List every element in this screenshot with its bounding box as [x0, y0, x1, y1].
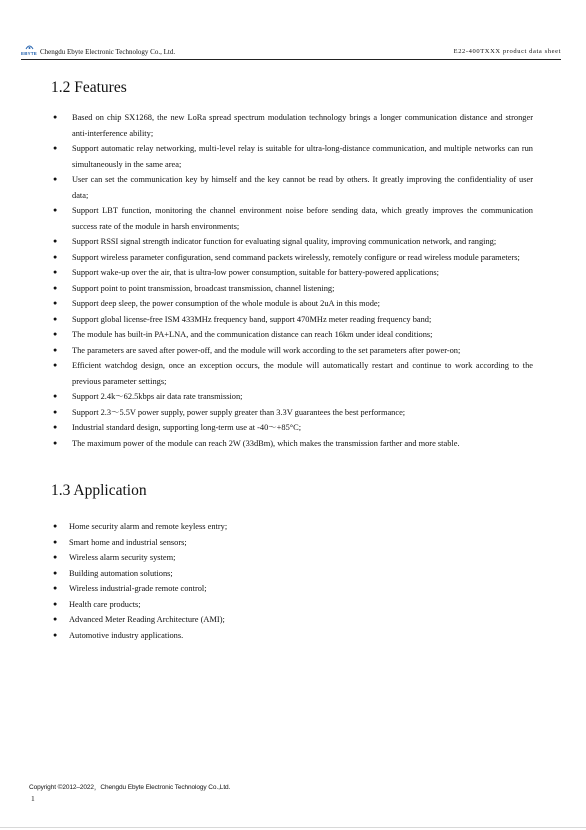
list-item [51, 550, 533, 566]
list-item-text: Wireless industrial-grade remote control; [69, 584, 207, 593]
list-item [51, 327, 533, 343]
bullet-icon: ● [53, 599, 58, 608]
document-title: E22-400TXXX product data sheet [453, 48, 561, 55]
page-number: 1 [31, 794, 35, 803]
list-item-text: Based on chip SX1268, the new LoRa spread spectrum modulation technology brings a longer communication distance and stronger anti-interference ability; [72, 113, 533, 138]
list-item [51, 281, 533, 297]
bullet-icon: ● [53, 283, 58, 292]
logo-mark-icon [25, 44, 34, 50]
list-item [51, 405, 533, 421]
list-item [51, 597, 533, 613]
list-item [51, 172, 533, 203]
list-item-text: Home security alarm and remote keyless entry; [69, 522, 228, 531]
list-item-text: Support 2.4k～62.5kbps air data rate transmission; [72, 392, 243, 401]
ebyte-logo [21, 44, 38, 58]
list-item-text: Health care products; [69, 599, 141, 609]
list-item [51, 110, 533, 141]
list-item [51, 312, 533, 328]
list-item [51, 141, 533, 172]
bullet-icon: ● [53, 630, 58, 639]
list-item [51, 234, 533, 250]
list-item-text: Support point to point transmission, broadcast transmission, channel listening; [72, 283, 335, 293]
bullet-icon: ● [53, 206, 58, 214]
list-item [51, 265, 533, 281]
list-item-text: Efficient watchdog design, once an exception occurs, the module will automatically restart and continue to work according to the previous parameter settings; [72, 361, 533, 386]
list-item-text: Support LBT function, monitoring the channel environment noise before sending data, which greatly improves the communication success rate of the module in harsh environments; [72, 206, 533, 231]
list-item-text: Support wireless parameter configuration, send command packets wirelessly, remotely configure or read wireless module parameters; [72, 252, 520, 262]
list-item-text: The parameters are saved after power-off, and the module will work according to the set parameters after power-on; [72, 345, 461, 355]
bullet-icon: ● [53, 144, 58, 152]
list-item [51, 535, 533, 551]
bullet-icon: ● [53, 175, 58, 183]
bullet-icon: ● [53, 314, 58, 323]
bullet-icon: ● [53, 268, 58, 276]
list-item [51, 250, 533, 266]
list-item-text: Support 2.3～5.5V power supply, power supply greater than 3.3V guarantees the best performance; [72, 407, 406, 417]
bullet-icon: ● [53, 299, 58, 307]
list-item [51, 566, 533, 582]
list-item [51, 203, 533, 234]
bullet-icon: ● [53, 568, 58, 577]
list-item [51, 519, 533, 535]
bullet-icon: ● [53, 392, 58, 400]
features-list [51, 110, 533, 451]
list-item [51, 612, 533, 628]
company-name: Chengdu Ebyte Electronic Technology Co., Ltd. [40, 48, 176, 56]
list-item [51, 389, 533, 405]
page-bottom-edge [0, 827, 586, 828]
bullet-icon: ● [53, 252, 58, 261]
list-item-text: Support RSSI signal strength indicator function for evaluating signal quality, improving communication network, and ranging; [72, 237, 497, 246]
list-item-text: Automotive industry applications. [69, 630, 184, 640]
list-item [51, 581, 533, 597]
bullet-icon: ● [53, 438, 58, 447]
list-item-text: The maximum power of the module can reach 2W (33dBm), which makes the transmission farther and more stable. [72, 438, 460, 448]
list-item [51, 358, 533, 389]
features-heading: 1.2 Features [51, 79, 127, 96]
header-divider [21, 59, 561, 60]
bullet-icon: ● [53, 584, 58, 592]
list-item-text: User can set the communication key by himself and the key cannot be read by others. It greatly improving the confidentiality of user data; [72, 175, 533, 200]
list-item [51, 628, 533, 644]
list-item [51, 343, 533, 359]
list-item [51, 296, 533, 312]
list-item-text: Advanced Meter Reading Architecture (AMI); [69, 615, 225, 624]
bullet-icon: ● [53, 361, 58, 369]
list-item [51, 436, 533, 452]
list-item-text: Support automatic relay networking, multi-level relay is suitable for ultra-long-distance communication, and multiple networks can run simultaneously in the same area; [72, 144, 533, 169]
list-item [51, 420, 533, 436]
list-item-text: Support global license-free ISM 433MHz frequency band, support 470MHz meter reading frequency band; [72, 314, 432, 324]
bullet-icon: ● [53, 615, 58, 623]
bullet-icon: ● [53, 345, 58, 354]
list-item-text: Industrial standard design, supporting long-term use at -40～+85°C; [72, 423, 302, 432]
bullet-icon: ● [53, 237, 58, 245]
list-item-text: Support deep sleep, the power consumption of the whole module is about 2uA in this mode; [72, 299, 380, 308]
logo-text: EBYTE [21, 51, 38, 56]
list-item-text: The module has built-in PA+LNA, and the communication distance can reach 16km under ideal conditions; [72, 330, 433, 339]
bullet-icon: ● [53, 537, 58, 546]
application-heading: 1.3 Application [51, 482, 147, 499]
bullet-icon: ● [53, 423, 58, 431]
list-item-text: Smart home and industrial sensors; [69, 537, 187, 547]
page-header [21, 44, 561, 58]
list-item-text: Wireless alarm security system; [69, 553, 176, 562]
application-list [51, 519, 533, 643]
bullet-icon: ● [53, 113, 58, 121]
list-item-text: Building automation solutions; [69, 568, 173, 578]
bullet-icon: ● [53, 522, 58, 530]
bullet-icon: ● [53, 407, 58, 416]
bullet-icon: ● [53, 330, 58, 338]
list-item-text: Support wake-up over the air, that is ultra-low power consumption, suitable for battery-powered applications; [72, 268, 439, 277]
bullet-icon: ● [53, 553, 58, 561]
copyright-footer: Copyright ©2012–2022，Chengdu Ebyte Electronic Technology Co.,Ltd. [29, 784, 231, 791]
